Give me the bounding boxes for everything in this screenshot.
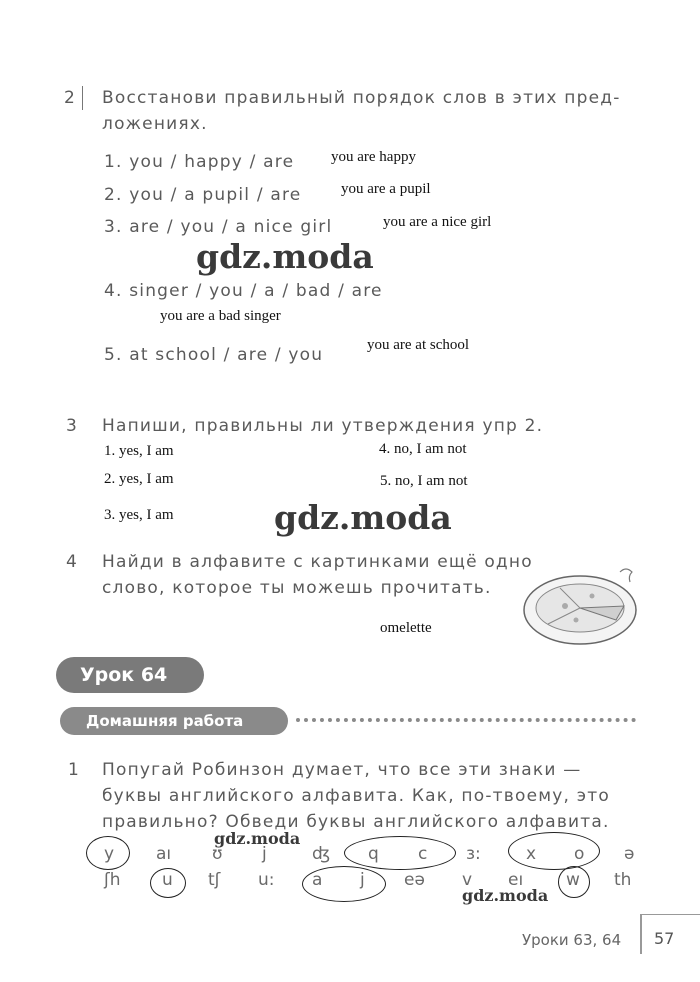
task2-item-1: 1. you / happy / are [104,152,295,172]
alphabet-sign: aı [156,844,172,864]
omelette-icon [520,558,645,648]
alphabet-sign: o [574,844,585,864]
footer-divider [640,914,642,954]
task2-instruction-line2: ложениях. [102,114,208,134]
alphabet-sign: v [462,870,473,890]
alphabet-sign: w [566,870,580,890]
task3-instruction: Напиши, правильны ли утверждения упр 2. [102,416,544,436]
task2-number: 2 [64,88,77,108]
alphabet-sign: u: [258,870,275,890]
alphabet-sign: y [104,844,115,864]
task4-number: 4 [66,552,79,572]
task2-answer-3: you are a nice girl [383,214,492,230]
task1-number: 1 [68,760,81,780]
answer-circle [150,868,186,898]
task3-answer-5: 5. no, I am not [380,473,468,489]
task4-instruction-line1: Найди в алфавите с картинками ещё одно [102,552,533,572]
alphabet-sign: ʤ [312,844,330,864]
page-number: 57 [654,929,675,948]
task2-item-3: 3. are / you / a nice girl [104,217,333,237]
alphabet-sign: a [312,870,323,890]
watermark-2: gdz.moda [274,498,452,537]
task2-item-4: 4. singer / you / a / bad / are [104,281,383,301]
alphabet-sign: j [262,844,267,864]
alphabet-sign: x [526,844,537,864]
alphabet-sign: tʃ [208,870,221,890]
answer-circle [558,866,590,898]
task4-instruction-line2: слово, которое ты можешь прочитать. [102,578,492,598]
alphabet-sign: u [162,870,173,890]
task3-answer-3: 3. yes, I am [104,507,174,523]
watermark-1: gdz.moda [196,237,374,276]
task-mark-bracket [82,86,93,110]
task3-answer-2: 2. yes, I am [104,471,174,487]
dotted-divider [296,718,636,722]
task2-answer-1: you are happy [331,149,416,165]
alphabet-sign: c [418,844,428,864]
task1-line1: Попугай Робинзон думает, что все эти знаки — [102,760,582,780]
task2-answer-4: you are a bad singer [160,308,281,324]
alphabet-sign: j [360,870,365,890]
lesson-title: Урок 64 [80,664,168,686]
task3-number: 3 [66,416,79,436]
watermark-4: gdz.moda [462,886,549,905]
homework-label: Домашняя работа [86,712,244,730]
footer-lessons: Уроки 63, 64 [522,931,622,949]
task2-answer-5: you are at school [367,337,470,353]
homework-pill [60,707,288,735]
answer-circle [86,836,130,870]
alphabet-sign: ə [624,844,635,864]
task1-line3: правильно? Обведи буквы английского алфавита. [102,812,610,832]
task2-instruction-line1: Восстанови правильный порядок слов в этих пред- [102,88,621,108]
task2-item-5: 5. at school / are / you [104,345,324,365]
footer-top-rule [640,914,700,915]
alphabet-sign: q [368,844,379,864]
alphabet-sign: ɜ: [466,844,481,864]
alphabet-sign: ʊ [212,844,223,864]
watermark-3: gdz.moda [214,829,301,848]
task2-item-2: 2. you / a pupil / are [104,185,302,205]
task1-line2: буквы английского алфавита. Как, по-твоему, это [102,786,610,806]
task4-answer: omelette [380,620,432,636]
alphabet-sign: ʃh [104,870,121,890]
task3-answer-4: 4. no, I am not [379,441,467,457]
alphabet-sign: eə [404,870,425,890]
alphabet-sign: eı [508,870,524,890]
task2-answer-2: you are a pupil [341,181,431,197]
lesson-title-pill [56,657,204,693]
answer-circle [508,832,600,870]
task3-answer-1: 1. yes, I am [104,443,174,459]
alphabet-sign: th [614,870,632,890]
answer-circle [302,866,386,902]
answer-circle [344,836,456,870]
